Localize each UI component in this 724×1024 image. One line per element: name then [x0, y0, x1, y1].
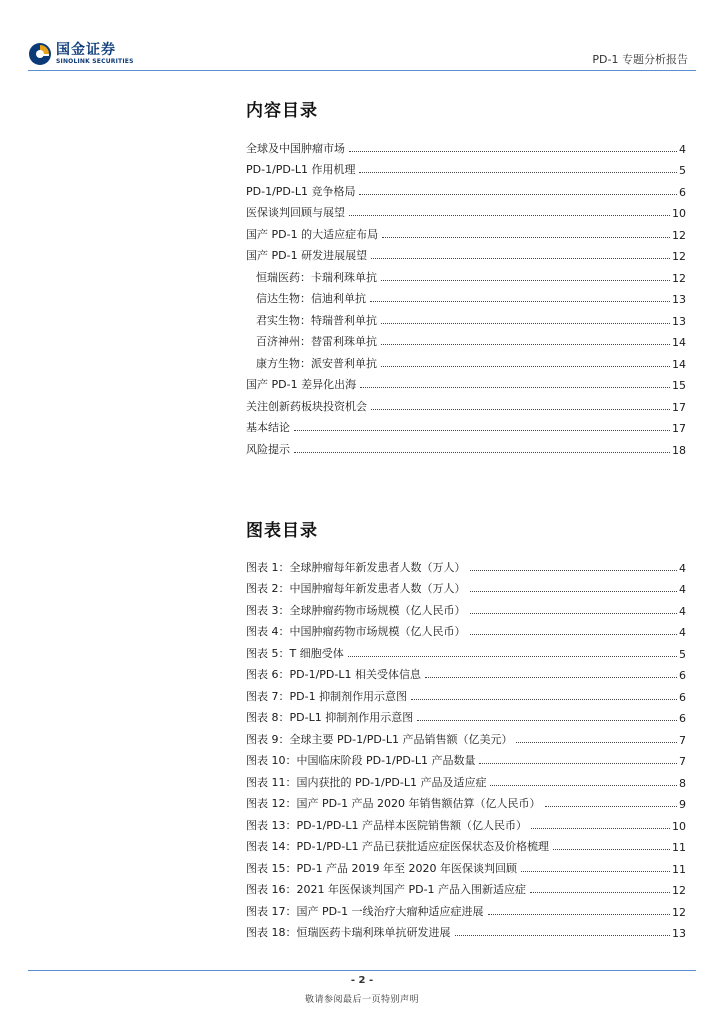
toc-leader-dots	[470, 570, 678, 571]
toc-entry[interactable]	[246, 704, 686, 726]
toc-entry-page: 13	[672, 927, 686, 940]
toc-entry-title: 全球及中国肿瘤市场	[246, 141, 345, 155]
toc-entry-page: 4	[679, 626, 686, 639]
toc-entry-title: 百济神州：替雷利珠单抗	[256, 335, 377, 348]
toc-entry-page: 15	[672, 379, 686, 392]
toc-entry[interactable]	[246, 242, 686, 264]
toc-entry-title: 图表 2：中国肿瘤每年新发患者人数（万人）	[246, 582, 466, 595]
toc-leader-dots	[470, 634, 678, 635]
footer-divider	[28, 970, 696, 971]
toc-entry[interactable]	[246, 876, 686, 898]
toc-leader-dots	[349, 215, 670, 216]
toc-leader-dots	[348, 656, 677, 657]
contents-title: 内容目录	[246, 101, 318, 121]
toc-entry-title: 图表 6：PD-1/PD-L1 相关受体信息	[246, 668, 421, 681]
toc-entry[interactable]	[246, 661, 686, 683]
header-divider	[28, 70, 696, 71]
toc-leader-dots	[490, 785, 677, 786]
toc-entry[interactable]	[246, 768, 686, 790]
toc-entry-page: 6	[679, 690, 686, 704]
toc-entry[interactable]	[246, 919, 686, 941]
toc-entry[interactable]	[246, 639, 686, 661]
toc-entry-title: 图表 16：2021 年医保谈判国产 PD-1 产品入围新适应症	[246, 883, 527, 896]
toc-entry-page: 12	[672, 228, 686, 242]
toc-entry-page: 18	[672, 443, 686, 457]
toc-entry-page: 4	[679, 583, 686, 596]
toc-entry-page: 6	[679, 185, 686, 199]
toc-entry[interactable]	[246, 618, 686, 640]
toc-entry-title: 图表 17：国产 PD-1 一线治疗大瘤种适应症进展	[246, 904, 484, 918]
page-header	[0, 0, 724, 80]
toc-leader-dots	[488, 914, 670, 915]
toc-entry-page: 4	[679, 604, 686, 618]
toc-entry-title: 关注创新药板块投资机会	[246, 399, 367, 413]
toc-entry-page: 10	[672, 819, 686, 833]
toc-entry-page: 11	[672, 862, 686, 876]
toc-entry-title: 图表 13：PD-1/PD-L1 产品样本医院销售额（亿人民币）	[246, 818, 527, 832]
toc-entry-title: 风险提示	[246, 442, 290, 456]
toc-entry-title: 图表 14：PD-1/PD-L1 产品已获批适应症医保状态及价格梳理	[246, 840, 549, 853]
toc-entry-page: 13	[672, 314, 686, 328]
toc-entry-title: 康方生物：派安普利单抗	[256, 356, 377, 370]
toc-entry-page: 9	[679, 798, 686, 811]
toc-entry[interactable]	[246, 156, 686, 178]
toc-entry[interactable]	[246, 790, 686, 812]
toc-entry-title: 国产 PD-1 研发进展展望	[246, 249, 368, 262]
toc-leader-dots	[381, 366, 670, 367]
toc-entry[interactable]	[246, 725, 686, 747]
toc-entry-page: 7	[679, 755, 686, 768]
toc-entry[interactable]	[246, 435, 686, 457]
toc-leader-dots	[360, 387, 670, 388]
toc-entry-title: 医保谈判回顾与展望	[246, 206, 345, 219]
toc-entry-title: 图表 1：全球肿瘤每年新发患者人数（万人）	[246, 560, 466, 574]
toc-entry-page: 11	[672, 841, 686, 854]
toc-entry-title: 图表 5：T 细胞受体	[246, 646, 344, 660]
toc-entry[interactable]	[246, 897, 686, 919]
toc-entry[interactable]	[246, 177, 686, 199]
toc-entry-title: 信达生物：信迪利单抗	[256, 292, 366, 305]
toc-leader-dots	[425, 677, 677, 678]
toc-entry[interactable]	[246, 371, 686, 393]
toc-leader-dots	[294, 430, 670, 431]
toc-entry-page: 12	[672, 905, 686, 919]
toc-entry[interactable]	[246, 553, 686, 575]
toc-entry-page: 12	[672, 250, 686, 263]
toc-entry-title: 国产 PD-1 差异化出海	[246, 378, 357, 391]
toc-entry[interactable]	[246, 833, 686, 855]
toc-leader-dots	[349, 151, 677, 152]
toc-entry-page: 6	[679, 712, 686, 725]
toc-entry-title: 图表 11：国内获批的 PD-1/PD-L1 产品及适应症	[246, 775, 487, 789]
toc-leader-dots	[371, 409, 670, 410]
toc-entry[interactable]	[246, 328, 686, 350]
toc-leader-dots	[294, 452, 670, 453]
toc-entry-page: 5	[679, 647, 686, 661]
toc-entry-title: 图表 3：全球肿瘤药物市场规模（亿人民币）	[246, 603, 466, 617]
toc-entry-page: 17	[672, 400, 686, 414]
toc-entry-page: 13	[672, 293, 686, 306]
toc-leader-dots	[545, 806, 677, 807]
toc-entry-title: 图表 4：中国肿瘤药物市场规模（亿人民币）	[246, 625, 466, 638]
logo-icon	[28, 42, 52, 66]
toc-leader-dots	[371, 258, 670, 259]
toc-entry-title: PD-1/PD-L1 竞争格局	[246, 184, 356, 198]
toc-entry-page: 12	[672, 271, 686, 285]
toc-entry-title: 图表 8：PD-L1 抑制剂作用示意图	[246, 711, 414, 724]
toc-entry-page: 8	[679, 776, 686, 790]
toc-entry[interactable]	[246, 682, 686, 704]
contents-section	[246, 96, 686, 457]
company-logo	[28, 40, 134, 68]
toc-entry-page: 4	[679, 561, 686, 575]
toc-entry[interactable]	[246, 349, 686, 371]
toc-entry-title: 图表 18：恒瑞医药卡瑞利珠单抗研发进展	[246, 926, 451, 939]
toc-entry-title: 君实生物：特瑞普利单抗	[256, 313, 377, 327]
toc-entry-title: 图表 15：PD-1 产品 2019 年至 2020 年医保谈判回顾	[246, 861, 518, 875]
toc-entry-page: 6	[679, 669, 686, 682]
toc-entry[interactable]	[246, 134, 686, 156]
toc-entry-page: 5	[679, 164, 686, 177]
figures-title: 图表目录	[246, 521, 318, 541]
toc-entry-title: 图表 9：全球主要 PD-1/PD-L1 产品销售额（亿美元）	[246, 732, 513, 746]
toc-leader-dots	[381, 323, 670, 324]
toc-entry-title: 基本结论	[246, 421, 290, 434]
toc-entry[interactable]	[246, 596, 686, 618]
toc-entry-title: 图表 12：国产 PD-1 产品 2020 年销售额估算（亿人民币）	[246, 797, 541, 810]
toc-leader-dots	[370, 301, 670, 302]
toc-entry-page: 12	[672, 884, 686, 897]
toc-entry-page: 17	[672, 422, 686, 435]
toc-entry[interactable]	[246, 811, 686, 833]
page-number: - 2 -	[350, 975, 374, 986]
toc-leader-dots	[359, 194, 677, 195]
toc-entry[interactable]	[246, 263, 686, 285]
toc-entry-page: 14	[672, 357, 686, 371]
toc-entry-title: 图表 7：PD-1 抑制剂作用示意图	[246, 689, 408, 703]
toc-entry[interactable]	[246, 220, 686, 242]
toc-entry-page: 4	[679, 142, 686, 156]
toc-entry-title: 图表 10：中国临床阶段 PD-1/PD-L1 产品数量	[246, 754, 476, 767]
toc-leader-dots	[417, 720, 677, 721]
figures-list	[246, 553, 686, 940]
toc-leader-dots	[516, 742, 677, 743]
toc-leader-dots	[479, 763, 677, 764]
toc-entry[interactable]	[246, 414, 686, 436]
toc-entry[interactable]	[246, 306, 686, 328]
footer-disclaimer: 敬请参阅最后一页特别声明	[304, 995, 419, 1005]
toc-leader-dots	[382, 237, 670, 238]
toc-entry[interactable]	[246, 199, 686, 221]
toc-entry-page: 14	[672, 336, 686, 349]
logo-chinese-name: 国金证券	[56, 42, 116, 58]
logo-english-name: SINOLINK SECURITIES	[56, 58, 134, 65]
toc-entry[interactable]	[246, 575, 686, 597]
toc-entry[interactable]	[246, 285, 686, 307]
toc-entry-title: PD-1/PD-L1 作用机理	[246, 163, 356, 176]
toc-leader-dots	[531, 828, 670, 829]
toc-leader-dots	[411, 699, 677, 700]
toc-entry-page: 7	[679, 733, 686, 747]
toc-entry[interactable]	[246, 392, 686, 414]
toc-entry-title: 恒瑞医药：卡瑞利珠单抗	[256, 270, 377, 284]
toc-leader-dots	[381, 344, 670, 345]
report-title: PD-1 专题分析报告	[592, 53, 688, 66]
toc-leader-dots	[530, 892, 670, 893]
toc-entry[interactable]	[246, 747, 686, 769]
toc-leader-dots	[470, 613, 678, 614]
toc-leader-dots	[553, 849, 670, 850]
contents-list	[246, 134, 686, 457]
toc-entry-title: 国产 PD-1 的大适应症布局	[246, 227, 379, 241]
toc-leader-dots	[381, 280, 670, 281]
toc-leader-dots	[470, 591, 678, 592]
toc-leader-dots	[521, 871, 670, 872]
toc-leader-dots	[359, 172, 677, 173]
toc-entry[interactable]	[246, 854, 686, 876]
toc-entry-page: 10	[672, 207, 686, 220]
figures-section	[246, 516, 686, 940]
toc-leader-dots	[455, 935, 671, 936]
